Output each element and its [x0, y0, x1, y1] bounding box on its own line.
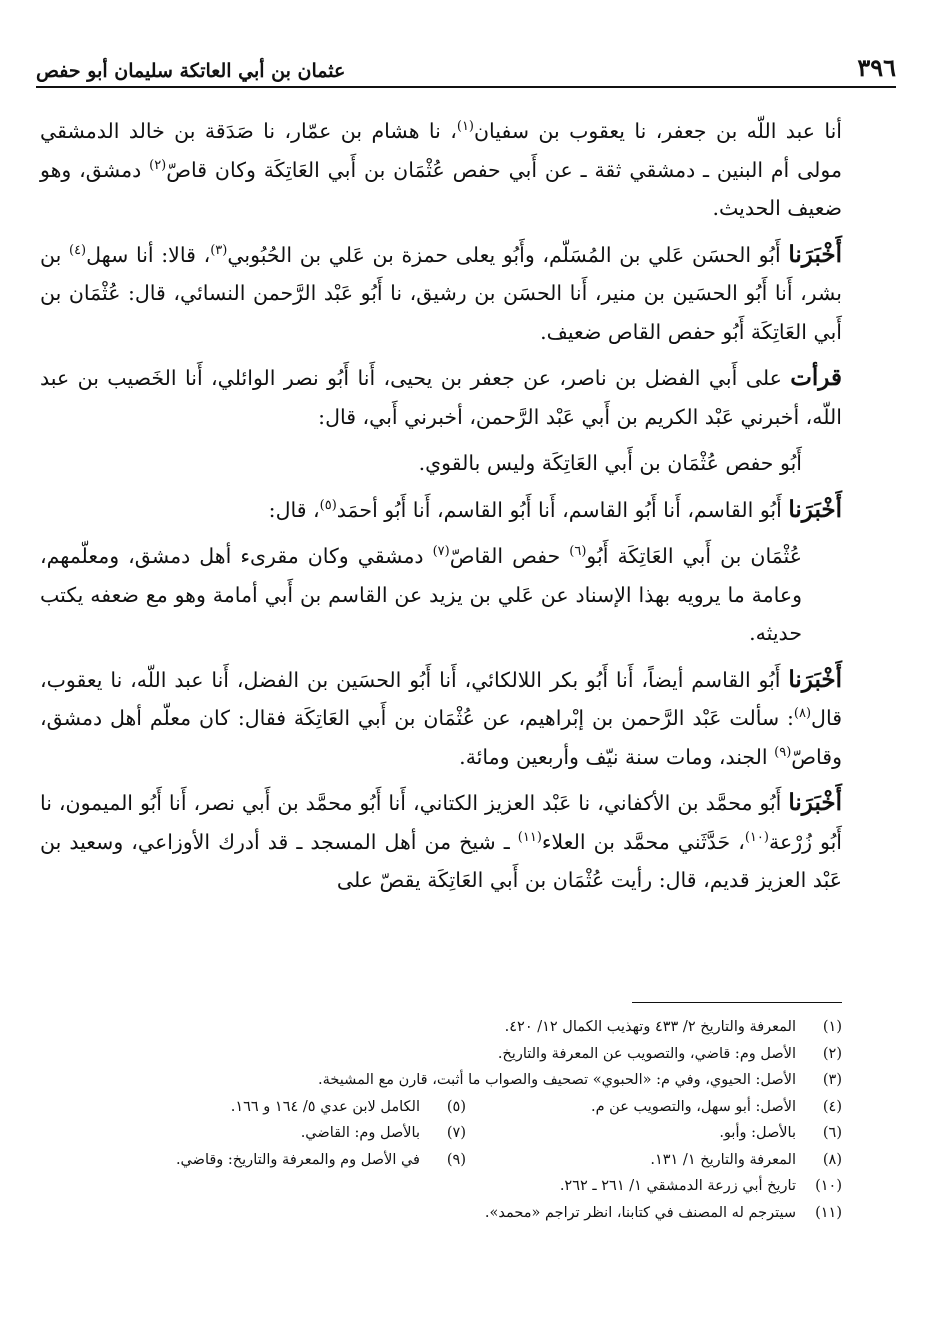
footnote-row — [90, 1120, 842, 1147]
footnote-row — [90, 1200, 842, 1227]
body-paragraph — [40, 661, 842, 777]
running-title: عثمان بن أبي العاتكة سليمان أبو حفص — [36, 60, 346, 82]
paragraph-text: دمشقي وكان مقرىء أهل دمشق، ومعلّمهم، وعامة ما يرويه بهذا الإسناد عن عَلي بن يزيد عن القاسم بن أَبي أمامة وهو مع ضعفه يكتب حديثه. — [40, 544, 802, 645]
footnote — [466, 1147, 842, 1174]
footnote-text: الأصل: الحيوي، وفي م: «الحبوي» تصحيف والصواب ما أثبت، قارن مع المشيخة. — [318, 1072, 796, 1088]
body-paragraph — [40, 491, 842, 530]
paragraph-text: ، قال: — [268, 497, 320, 522]
footnote-reference: (٤) — [68, 242, 87, 258]
footnote-row — [90, 1094, 842, 1121]
footnote — [90, 1014, 842, 1041]
paragraph-text: حفص القاصّ — [449, 544, 570, 568]
paragraph-text: على أَبي الفضل بن ناصر، عن جعفر بن يحيى، أَنا أَبُو نصر الوائلي، أَنا الخَصيب بن عبد اللّه، أخبرني عَبْد الكريم بن أَبي عَبْد الرَّحمن، أخبرني أَبي، قال: — [40, 366, 842, 429]
footnote — [90, 1041, 842, 1068]
footnote — [90, 1120, 466, 1147]
paragraph-text: الجند، ومات سنة نيّف وأربعين ومائة. — [459, 744, 775, 769]
footnote-row — [90, 1147, 842, 1174]
main-text — [40, 112, 842, 908]
paragraph-lead-word: أَخْبَرَنا — [788, 665, 842, 693]
footnote-reference: (٩) — [774, 744, 792, 760]
body-paragraph — [40, 359, 842, 436]
footnote-row — [90, 1041, 842, 1068]
body-paragraph — [40, 784, 842, 900]
footnotes — [90, 1014, 842, 1226]
paragraph-text: ، حَدَّثَني محمَّد بن العلاء — [541, 829, 745, 854]
footnote-text: في الأصل وم والمعرفة والتاريخ: وقاضي. — [175, 1151, 420, 1168]
footnote-text: الأصل: أبو سهل، والتصويب عن م. — [590, 1098, 796, 1115]
body-paragraph — [40, 112, 842, 228]
paragraph-lead-word: أَخْبَرَنا — [788, 495, 842, 523]
paragraph-text: ، نا هشام بن عمّار، نا صَدَقة بن خالد الدمشقي مولى أم البنين ـ دمشقي ثقة ـ عن أَبي حفص عُثْمَان بن أَبي العَاتِكَة وكان قاصّ — [40, 119, 842, 182]
paragraph-text: أَبُو محمَّد بن الأكفاني، نا عَبْد العزيز الكتاني، أَنا أَبُو محمَّد بن أَبي نصر، أَنا أَبُو الميمون، نا أَبُو زُرْعة — [40, 791, 843, 854]
footnote-text: الكامل لابن عدي ٥/ ١٦٤ و ١٦٦. — [230, 1098, 420, 1115]
footnote-text: المعرفة والتاريخ ١/ ١٣١. — [650, 1151, 796, 1168]
footnote-text: بالأصل: وأبو. — [719, 1125, 796, 1141]
footnote-separator — [632, 1002, 842, 1003]
paragraph-text: عُثْمَان بن أَبي العَاتِكَة أَبُو — [586, 544, 802, 568]
footnote-reference: (١٠) — [744, 829, 769, 845]
footnote-reference: (٢) — [149, 157, 167, 173]
paragraph-text: أَبُو حفص عُثْمَان بن أَبي العَاتِكَة وليس بالقوي. — [418, 451, 802, 475]
footnote-row — [90, 1067, 842, 1094]
footnote-number: (١٠) — [815, 1178, 842, 1194]
footnote-text: تاريخ أبي زرعة الدمشقي ١/ ٢٦١ ـ ٢٦٢. — [559, 1178, 796, 1194]
footnote — [90, 1200, 842, 1227]
footnote-number: (٧) — [446, 1125, 466, 1141]
footnote-reference: (٧) — [432, 544, 450, 560]
footnote-number: (٥) — [446, 1098, 466, 1115]
footnote-row — [90, 1014, 842, 1041]
page-number: ٣٩٦ — [857, 53, 896, 82]
footnote-reference: (٨) — [793, 706, 812, 722]
footnote-text: المعرفة والتاريخ ٢/ ٤٣٣ وتهذيب الكمال ١٢/ ٤٢٠. — [504, 1019, 796, 1035]
paragraph-text: : سألت عَبْد الرَّحمن بن إبْراهيم، عن عُثْمَان بن أَبي العَاتِكَة فقال: كان معلّم أهل دمشق، وقاصّ — [40, 706, 842, 769]
body-paragraph — [40, 537, 842, 653]
footnote-reference: (١١) — [517, 829, 542, 845]
footnote-number: (٦) — [822, 1125, 842, 1141]
footnote-reference: (٥) — [319, 497, 337, 513]
paragraph-text: أنا عبد اللّه بن جعفر، نا يعقوب بن سفيان — [474, 119, 842, 143]
footnote-number: (٨) — [822, 1151, 842, 1168]
footnote — [466, 1120, 842, 1147]
paragraph-lead-word: أَخْبَرَنا — [788, 789, 842, 816]
footnote-text: الأصل وم: قاضي، والتصويب عن المعرفة والتاريخ. — [497, 1045, 796, 1062]
footnote-number: (٣) — [822, 1072, 842, 1088]
footnote-text: سيترجم له المصنف في كتابنا، انظر تراجم «محمد». — [484, 1204, 796, 1221]
paragraph-lead-word: أَخْبَرَنا — [788, 240, 842, 268]
paragraph-text: بن بشر، أَنا أَبُو الحسَين بن منير، أَنا الحسَن بن رشيق، نا أَبُو عَبْد الرَّحمن النسائي، قال: عُثْمَان بن أَبي العَاتِكَة أَبُو حفص القاص ضعيف. — [40, 242, 842, 344]
running-header — [36, 52, 896, 88]
paragraph-lead-word: قرأت — [790, 364, 842, 391]
footnote — [90, 1173, 842, 1200]
paragraph-text: أَبُو القاسم أيضاً، أَنا أَبُو بكر اللالكائي، أَنا أَبُو الحسَين بن الفضل، أَنا عبد اللّه، نا يعقوب، قال — [40, 667, 842, 730]
footnote-reference: (١) — [456, 119, 474, 135]
footnote-number: (٢) — [822, 1045, 842, 1062]
body-paragraph — [40, 444, 842, 483]
footnote-text: بالأصل وم: القاضي. — [300, 1125, 420, 1141]
footnote — [90, 1094, 466, 1121]
paragraph-text: أَبُو الحسَن عَلي بن المُسَلّم، وأَبُو يعلى حمزة بن عَلي بن الحُبُوبي — [227, 242, 789, 267]
footnote-number: (٤) — [822, 1098, 842, 1115]
body-paragraph — [40, 236, 842, 352]
paragraph-text: دمشق، وهو ضعيف الحديث. — [40, 157, 842, 220]
footnote-number: (١) — [822, 1019, 842, 1035]
footnote — [90, 1147, 466, 1174]
footnote-reference: (٦) — [569, 544, 587, 560]
paragraph-text: ـ شيخ من أهل المسجد ـ قد أدرك الأوزاعي، وسعيد بن عَبْد العزيز قديم، قال: رأيت عُثْمَان بن أَبي العَاتِكَة يقصّ على — [40, 829, 842, 892]
footnote-row — [90, 1173, 842, 1200]
paragraph-text: أَبُو القاسم، أَنا أَبُو القاسم، أَنا أَبُو القاسم، أَنا أَبُو أحمَد — [336, 497, 789, 522]
footnote-reference: (٣) — [210, 242, 228, 258]
footnote — [90, 1067, 842, 1094]
footnote-number: (٩) — [446, 1151, 466, 1168]
footnote-number: (١١) — [815, 1204, 842, 1221]
footnote — [466, 1094, 842, 1121]
paragraph-text: ، قالا: أنا سهل — [86, 242, 211, 267]
